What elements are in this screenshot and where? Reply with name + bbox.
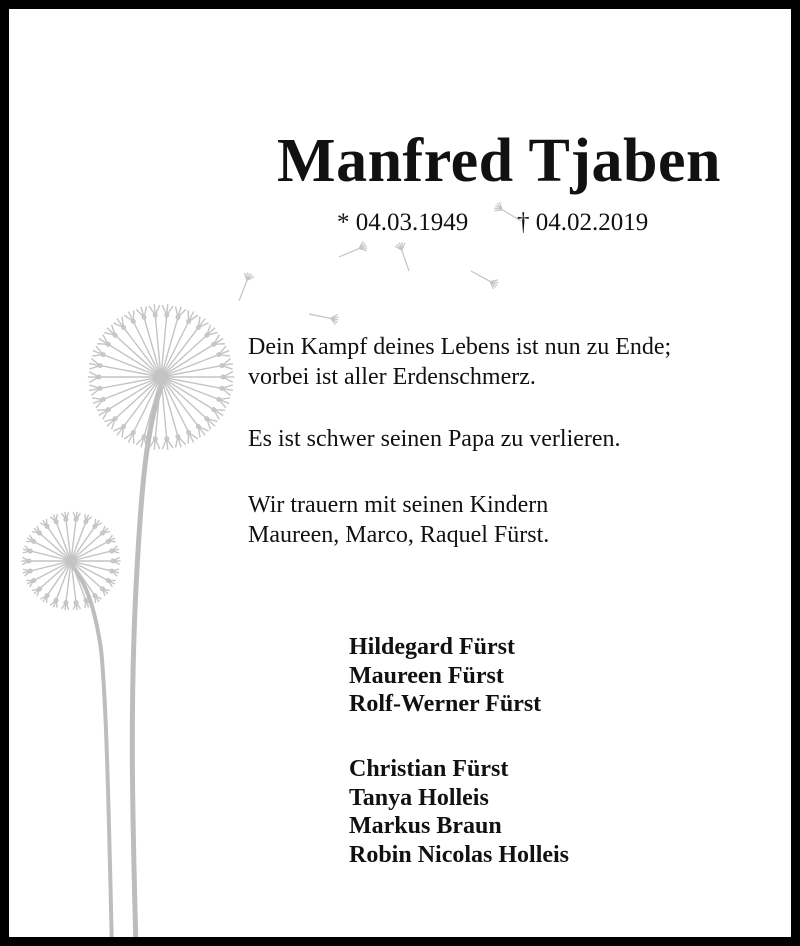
family-member-name: Robin Nicolas Holleis — [349, 841, 570, 868]
family-group-1 — [349, 633, 541, 719]
verse-line: Dein Kampf deines Lebens ist nun zu Ende; — [248, 334, 672, 360]
family-member-name: Tanya Holleis — [349, 784, 489, 811]
mourning-line: Maureen, Marco, Raquel Fürst. — [248, 522, 550, 548]
death-date: † 04.02.2019 — [517, 209, 649, 236]
verse — [248, 332, 671, 392]
family-group-2 — [349, 755, 569, 869]
mourning-line: Wir trauern mit seinen Kindern — [248, 492, 549, 518]
mourning-text — [248, 490, 549, 550]
birth-date: * 04.03.1949 — [337, 209, 469, 236]
family-member-name: Rolf-Werner Fürst — [349, 691, 542, 717]
deceased-name: Manfred Tjaben — [277, 127, 721, 195]
verse-line: vorbei ist aller Erdenschmerz. — [248, 364, 536, 390]
statement — [248, 424, 621, 454]
family-member-name: Hildegard Fürst — [349, 634, 515, 660]
family-member-name: Christian Fürst — [349, 756, 509, 782]
family-member-name: Markus Braun — [349, 813, 502, 839]
statement-line: Es ist schwer seinen Papa zu verlieren. — [248, 426, 621, 452]
family-member-name: Maureen Fürst — [349, 662, 504, 689]
